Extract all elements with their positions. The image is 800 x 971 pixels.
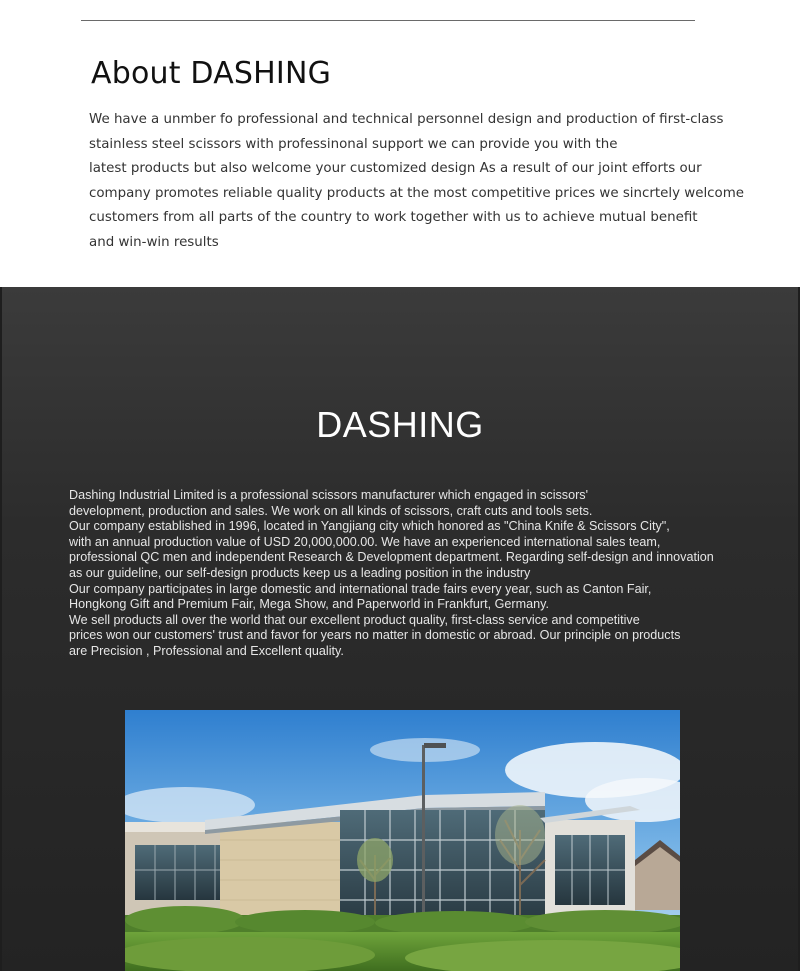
company-line: Hongkong Gift and Premium Fair, Mega Show, and Paperworld in Frankfurt, Germany.: [69, 597, 549, 612]
about-title: About DASHING: [91, 56, 332, 91]
about-line: stainless steel scissors with professinonal support we can provide you with the: [89, 136, 618, 152]
company-line: Dashing Industrial Limited is a professional scissors manufacturer which engaged in scissors': [69, 488, 588, 502]
company-line: as our guideline, our self-design products keep us a leading position in the industry: [69, 565, 531, 580]
company-building-photo: [125, 710, 680, 971]
company-line: with an annual production value of USD 20,000,000.00. We have an experienced international sales team,: [69, 534, 661, 549]
about-line: company promotes reliable quality products at the most competitive prices we sincrtely welcome: [89, 185, 745, 201]
about-line: and win-win results: [89, 234, 219, 250]
company-line: professional QC men and independent Research & Development department. Regarding self-design and innovation: [69, 550, 714, 565]
about-line: latest products but also welcome your customized design As a result of our joint efforts our: [89, 161, 702, 176]
company-title: DASHING: [316, 404, 484, 445]
about-line: We have a unmber fo professional and technical personnel design and production of first-class: [89, 112, 724, 127]
company-line: Our company participates in large domestic and international trade fairs every year, such as Canton Fair,: [69, 581, 652, 596]
company-section: [0, 287, 800, 971]
company-line: development, production and sales. We work on all kinds of scissors, craft cuts and tools sets.: [69, 503, 593, 518]
top-divider: [81, 20, 695, 21]
company-line: are Precision , Professional and Excellent quality.: [69, 643, 344, 658]
company-paragraph: [69, 488, 769, 660]
about-paragraph: [89, 108, 745, 255]
company-line: We sell products all over the world that our excellent product quality, first-class service and competitive: [69, 612, 640, 627]
about-line: customers from all parts of the country to work together with us to achieve mutual benefit: [89, 210, 698, 225]
company-line: prices won our customers' trust and favor for years no matter in domestic or abroad. Our principle on products: [69, 628, 681, 643]
company-line: Our company established in 1996, located in Yangjiang city which honored as "China Knife & Scissors City",: [69, 519, 670, 534]
